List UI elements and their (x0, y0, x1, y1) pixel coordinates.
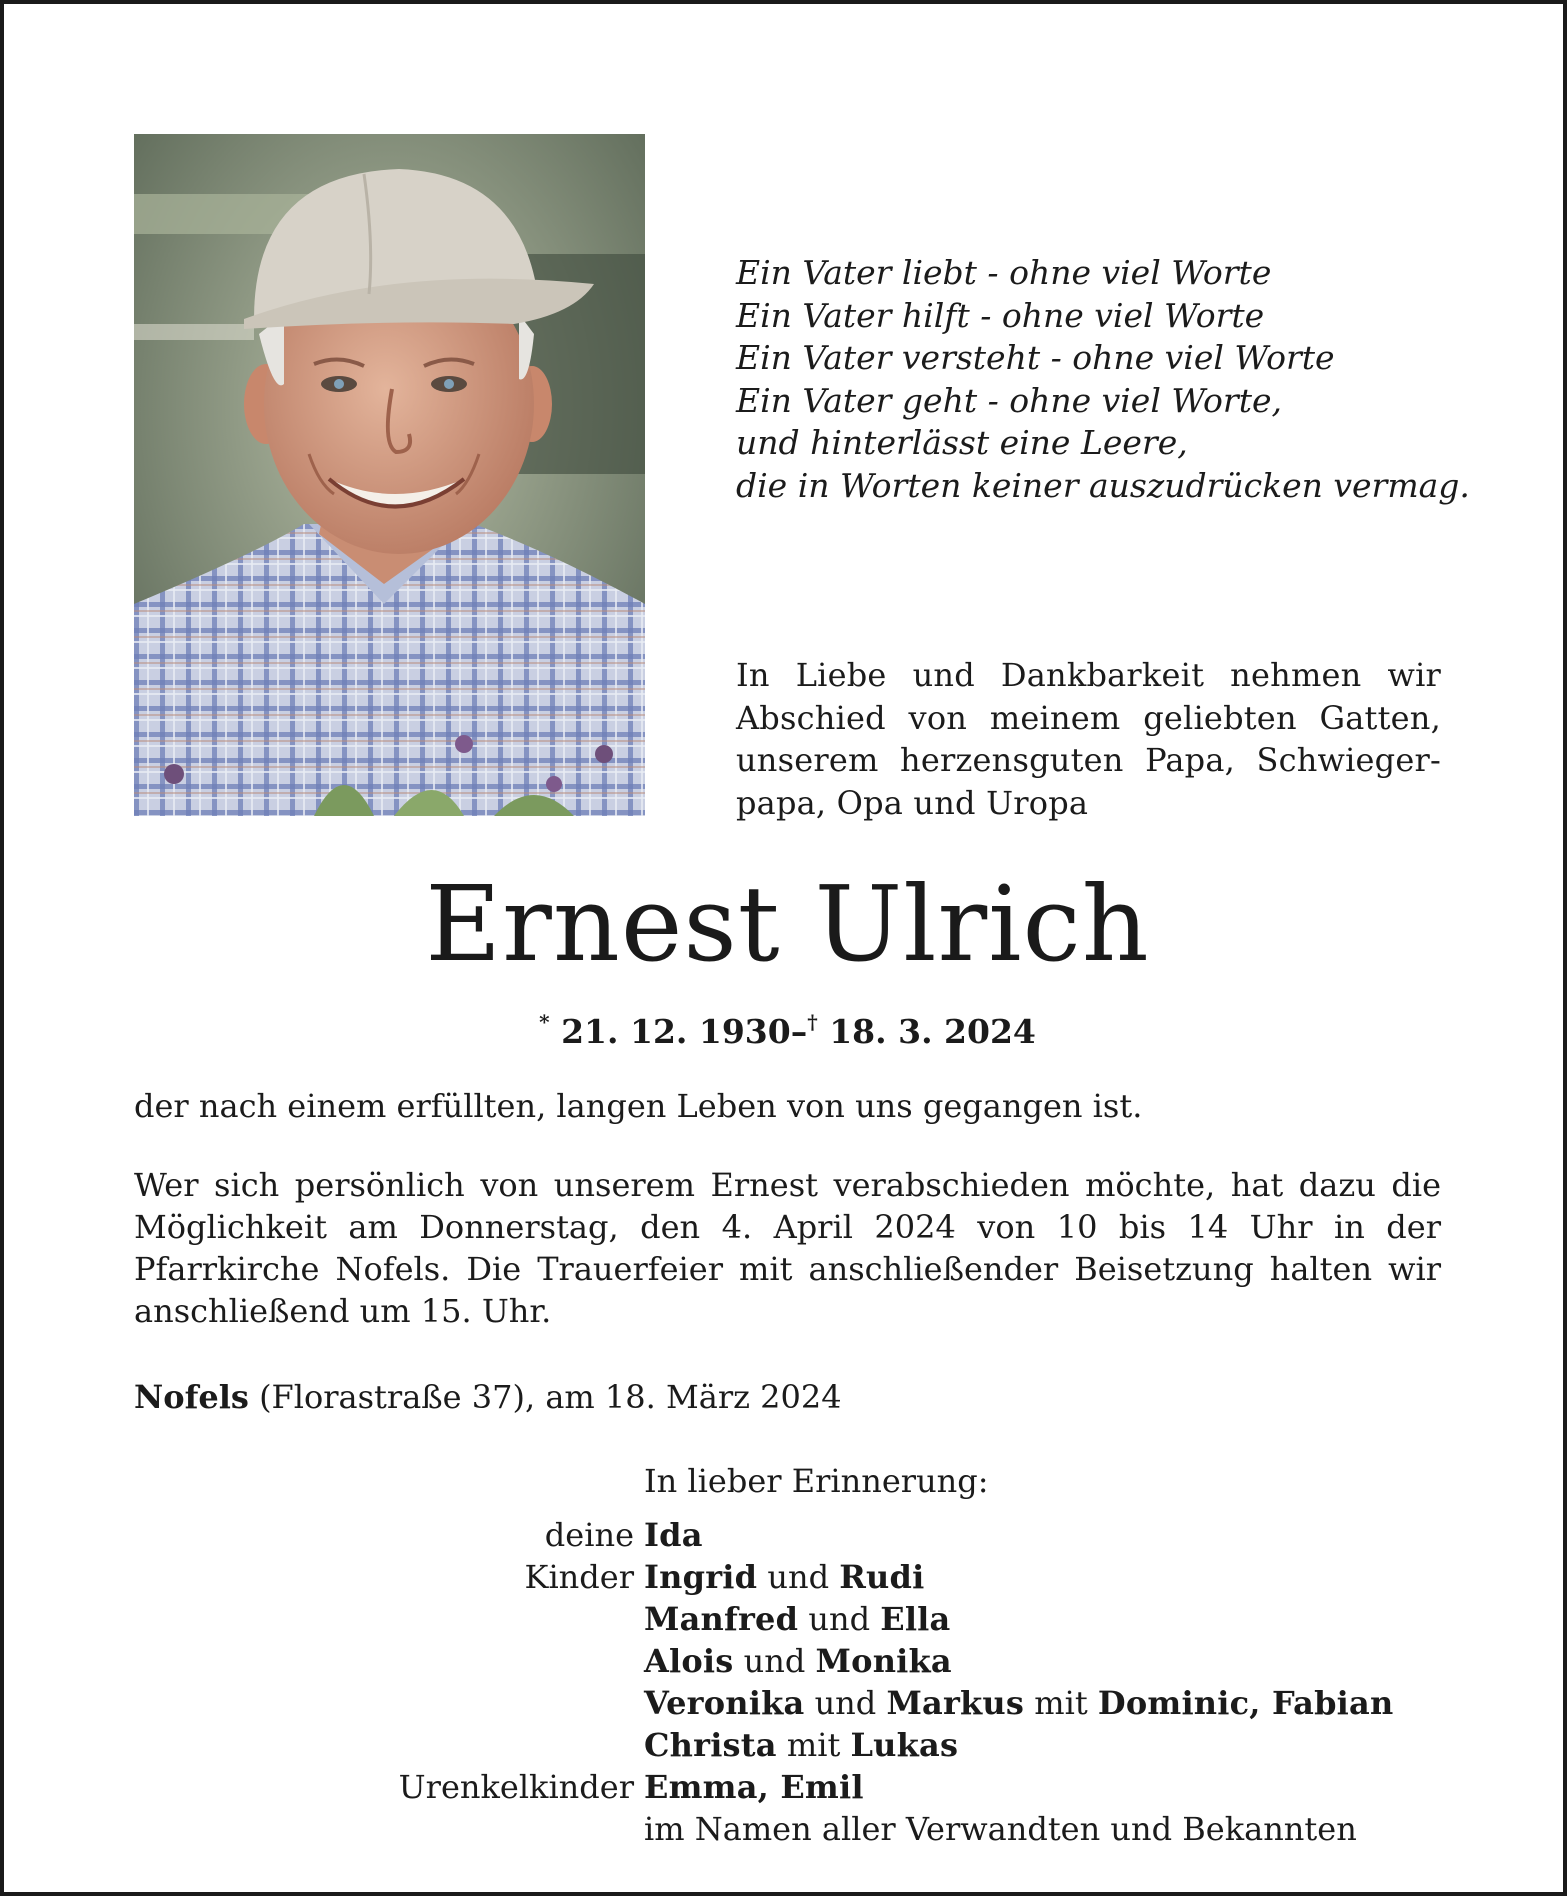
family-value (644, 1514, 703, 1556)
poem-line: Ein Vater geht - ohne viel Worte, (736, 380, 1282, 420)
family-value (644, 1556, 924, 1598)
family-name: Ida (644, 1516, 703, 1554)
date-separator: – (790, 1012, 808, 1051)
portrait-photo (134, 134, 645, 816)
family-name: Monika (815, 1642, 952, 1680)
family-connector: mit (1024, 1684, 1098, 1722)
family-row (4, 1514, 1567, 1556)
deceased-name: Ernest Ulrich (425, 863, 1150, 985)
family-name: Dominic, Fabian (1097, 1684, 1394, 1722)
portrait-illustration (134, 134, 645, 816)
family-name: Christa (644, 1726, 777, 1764)
family-connector: und (798, 1600, 881, 1638)
family-connector: mit (776, 1726, 851, 1764)
memory-heading: In lieber Erinnerung: (644, 1462, 989, 1500)
place-town: Nofels (134, 1378, 249, 1416)
family-row (4, 1724, 1567, 1766)
family-name: Manfred (644, 1600, 799, 1638)
family-label: Kinder (524, 1558, 634, 1596)
family-connector: und (757, 1558, 840, 1596)
poem (736, 252, 1496, 507)
family-connector: und (733, 1642, 816, 1680)
family-name: Lukas (850, 1726, 959, 1764)
place-and-date (134, 1375, 1444, 1419)
place-rest: (Florastraße 37), am 18. März 2024 (248, 1378, 842, 1416)
family-name: Ingrid (644, 1558, 758, 1596)
family-value (644, 1598, 950, 1640)
family-label: Urenkelkinder (398, 1768, 634, 1806)
birth-date: 21. 12. 1930 (561, 1012, 791, 1051)
family-value (644, 1724, 958, 1766)
family-name: Rudi (839, 1558, 925, 1596)
family-value (644, 1682, 1393, 1724)
family-closing: im Namen aller Verwandten und Bekannten (644, 1810, 1357, 1848)
intro-text: In Liebe und Dankbarkeit nehmen wir Abschied von meinem geliebten Gatten, unserem herzensguten Papa, Schwieger-papa, Opa und Uropa (736, 656, 1441, 822)
life-dates (4, 1000, 1567, 1054)
poem-line: die in Worten keiner auszudrücken vermag. (736, 465, 1470, 505)
family-name: Emma, Emil (644, 1768, 864, 1806)
poem-line: und hinterlässt eine Leere, (736, 423, 1188, 462)
family-label: deine (544, 1516, 634, 1554)
after-name-text: der nach einem erfüllten, langen Leben von uns gegangen ist. (134, 1087, 1143, 1125)
death-symbol: † (807, 1010, 818, 1034)
death-date: 18. 3. 2024 (829, 1012, 1036, 1051)
family-row (4, 1808, 1567, 1850)
family-row (4, 1640, 1567, 1682)
poem-line: Ein Vater liebt - ohne viel Worte (736, 253, 1272, 292)
family-name: Ella (880, 1600, 951, 1638)
farewell-paragraph: Wer sich persönlich von unserem Ernest verabschieden möchte, hat dazu die Möglichkeit am Donnerstag, den 4. April 2024 von 10 bis 14 Uhr in der Pfarrkirche Nofels. Die Trauerfeier mit anschließender Beisetzung halten wir anschließend um 15. Uhr. (134, 1166, 1441, 1330)
family-row (4, 1598, 1567, 1640)
birth-symbol: * (539, 1010, 550, 1034)
family-value (644, 1766, 864, 1808)
family-connector: und (804, 1684, 887, 1722)
family-name: Markus (886, 1684, 1025, 1722)
poem-line: Ein Vater versteht - ohne viel Worte (736, 338, 1335, 377)
family-name: Alois (644, 1642, 734, 1680)
family-row (4, 1766, 1567, 1808)
family-name: Veronika (644, 1684, 805, 1722)
poem-line: Ein Vater hilft - ohne viel Worte (736, 295, 1265, 335)
family-row (4, 1556, 1567, 1598)
family-row (4, 1682, 1567, 1724)
family-value (644, 1640, 952, 1682)
